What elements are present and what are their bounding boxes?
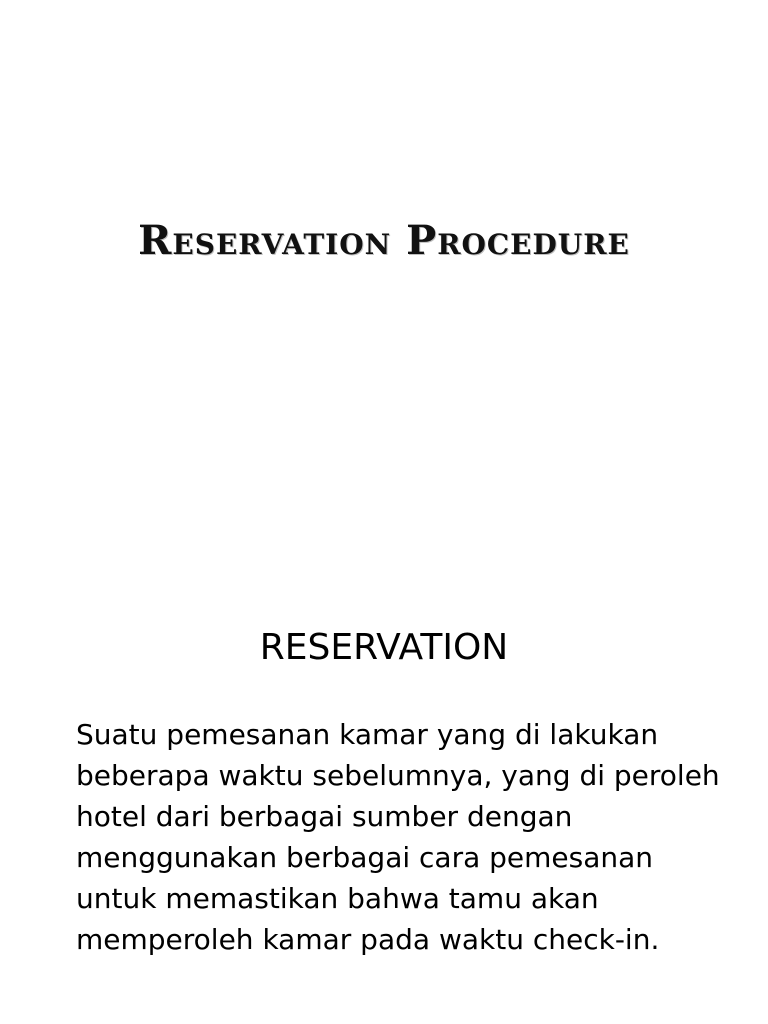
paragraph-line: memperoleh kamar pada waktu check-in. bbox=[76, 923, 660, 956]
page-title: Reservation Procedure bbox=[138, 217, 630, 264]
paragraph-line: Suatu pemesanan kamar yang di lakukan bbox=[76, 718, 659, 751]
section-heading: RESERVATION bbox=[259, 627, 509, 668]
definition-paragraph bbox=[76, 714, 720, 960]
paragraph-line: menggunakan berbagai cara pemesanan bbox=[76, 841, 654, 874]
paragraph-line: beberapa waktu sebelumnya, yang di peroleh bbox=[76, 759, 720, 792]
paragraph-line: untuk memastikan bahwa tamu akan bbox=[76, 882, 599, 915]
paragraph-line: hotel dari berbagai sumber dengan bbox=[76, 800, 573, 833]
